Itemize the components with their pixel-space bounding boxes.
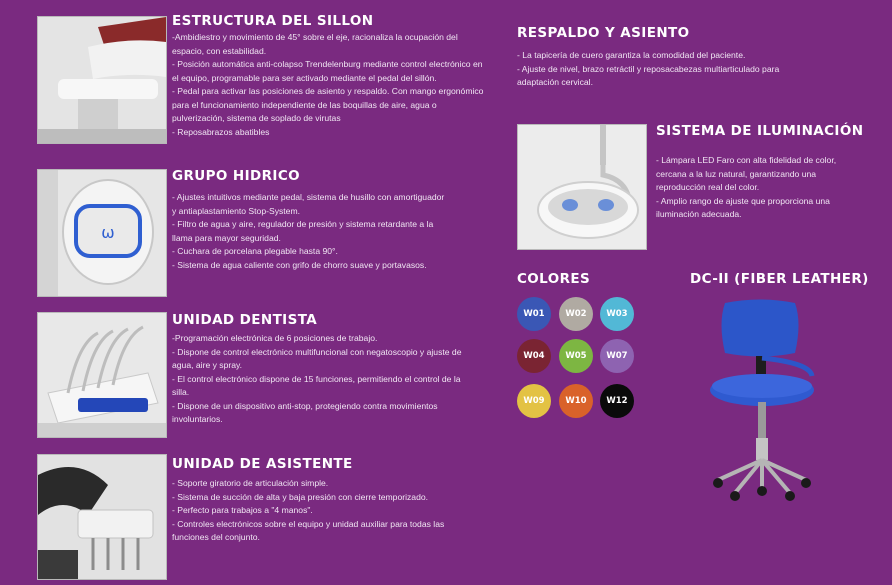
iluminacion-line: - Amplio rango de ajuste que proporciona una iluminación adecuada. <box>656 195 830 219</box>
estructura-line: -Ambidiestro y movimiento de 45° sobre el eje, racionaliza la ocupación del espacio, con estabilidad. <box>172 32 458 56</box>
estructura-line: - Reposabrazos abatibles <box>172 126 270 137</box>
iluminacion-line: - Lámpara LED Faro con alta fidelidad de color, cercana a la luz natural, garantizando una reproducción real del color. <box>656 155 837 192</box>
dentista-text <box>172 332 467 427</box>
dentista-line: -Programación electrónica de 6 posiciones de trabajo. <box>172 333 378 343</box>
grupo-text <box>172 191 447 272</box>
grupo-line: - Ajustes intuitivos mediante pedal, sistema de husillo con amortiguador y antiaplastamiento Stop-System. <box>172 192 445 216</box>
estructura-line: - Posición automática anti-colapso Trendelenburg mediante control electrónico en el equipo, programable para ser activado mediante el pedal del sillón. <box>172 59 483 83</box>
color-swatch-w02: W02 <box>559 297 593 331</box>
iluminacion-text <box>656 154 856 222</box>
asistente-line: - Perfecto para trabajos a "4 manos". <box>172 505 313 515</box>
color-swatch-w03: W03 <box>600 297 634 331</box>
respaldo-line: - La tapicería de cuero garantiza la comodidad del paciente. <box>517 50 746 60</box>
color-swatch-w07: W07 <box>600 339 634 373</box>
grupo-title: GRUPO HIDRICO <box>172 168 301 184</box>
color-swatch-w10: W10 <box>559 384 593 418</box>
iluminacion-title: SISTEMA DE ILUMINACIÓN <box>656 123 864 139</box>
asistente-line: - Controles electrónicos sobre el equipo y unidad auxiliar para todas las funciones del conjunto. <box>172 518 445 542</box>
color-swatch-w04: W04 <box>517 339 551 373</box>
dentista-line: - Dispone de control electrónico multifuncional con negatoscopio y ajuste de agua, aire y spray. <box>172 346 462 370</box>
iluminacion-image <box>517 124 647 250</box>
colores-title: COLORES <box>517 271 591 287</box>
dentista-line: - El control electrónico dispone de 15 funciones, permitiendo el control de la silla. <box>172 373 461 397</box>
grupo-line: - Cuchara de porcelana plegable hasta 90°. <box>172 246 338 256</box>
estructura-line: - Pedal para activar las posiciones de asiento y respaldo. Con mango ergonómico para el funcionamiento independiente de las boquillas de aire, agua o pulverización, sistema de soplado de virutas <box>172 86 484 123</box>
dentista-title: UNIDAD DENTISTA <box>172 312 318 328</box>
color-swatch-w05: W05 <box>559 339 593 373</box>
respaldo-text <box>517 49 817 90</box>
asistente-title: UNIDAD DE ASISTENTE <box>172 456 353 472</box>
chair-image <box>700 298 830 504</box>
estructura-title: ESTRUCTURA DEL SILLON <box>172 13 374 29</box>
dentista-line: - Dispone de un dispositivo anti-stop, protegiendo contra movimientos involuntarios. <box>172 400 438 424</box>
color-swatch-w01: W01 <box>517 297 551 331</box>
svg-text:ω: ω <box>101 223 115 242</box>
respaldo-title: RESPALDO Y ASIENTO <box>517 25 690 41</box>
grupo-image <box>37 169 167 297</box>
asistente-line: - Soporte giratorio de articulación simple. <box>172 478 329 488</box>
estructura-image <box>37 16 167 144</box>
dentista-image <box>37 312 167 438</box>
color-swatch-w12: W12 <box>600 384 634 418</box>
asistente-text <box>172 477 462 545</box>
asistente-line: - Sistema de succión de alta y baja presión con cierre temporizado. <box>172 491 429 502</box>
respaldo-line: - Ajuste de nivel, brazo retráctil y reposacabezas multiarticulado para adaptación cervical. <box>517 63 780 87</box>
chair-title: DC-II (FIBER LEATHER) <box>690 271 869 287</box>
grupo-line: - Filtro de agua y aire, regulador de presión y sistema retardante a la llama para mayor seguridad. <box>172 219 434 243</box>
estructura-text <box>172 31 490 139</box>
grupo-line: - Sistema de agua caliente con grifo de chorro suave y portavasos. <box>172 259 427 270</box>
color-swatch-w09: W09 <box>517 384 551 418</box>
asistente-image <box>37 454 167 580</box>
